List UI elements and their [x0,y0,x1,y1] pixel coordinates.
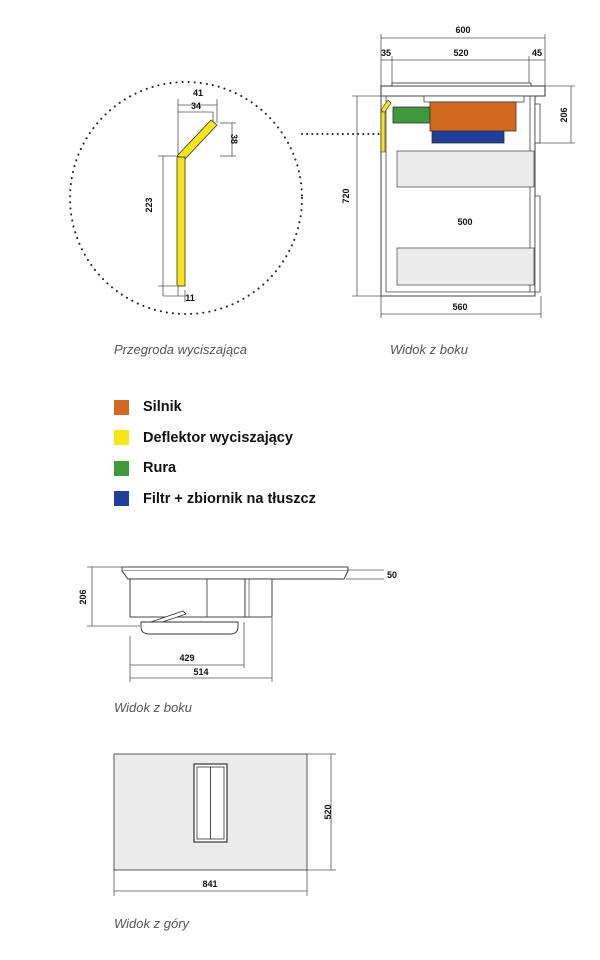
drawer-lower [397,248,534,285]
dim-600: 600 [455,25,471,35]
dim-34: 34 [190,101,202,111]
deflector-detail [70,82,384,314]
caption-przegroda: Przegroda wyciszająca [114,342,247,357]
detail-dotted-circle [70,82,302,314]
dim-38: 38 [229,133,239,145]
filter-grease-tank [432,131,504,143]
deflector-vertical-part [177,157,185,286]
dim-720: 720 [341,188,351,204]
legend-item-filtr [114,484,316,515]
dim-520-side: 520 [323,804,333,820]
legend-item-silnik [114,392,316,423]
legend-swatch [114,461,129,476]
dim-11: 11 [185,293,195,303]
hob-glass [392,83,531,86]
dim-514: 514 [193,667,209,677]
dim-45: 45 [531,48,543,58]
dim-35: 35 [380,48,392,58]
unit-body [130,579,245,617]
dim-223: 223 [144,197,154,213]
unit-side-view [78,567,397,682]
dim-206-right: 206 [559,107,569,123]
dim-500: 500 [457,217,473,227]
legend-swatch [114,400,129,415]
deflector-angled-part [177,120,217,159]
legend-label: Silnik [143,399,182,416]
deflector-small-vertical [381,112,385,152]
dim-50: 50 [386,570,398,580]
legend-label: Filtr + zbiornik na tłuszcz [143,490,316,507]
legend-label: Deflektor wyciszający [143,429,293,446]
legend-item-rura [114,453,316,484]
legend-label: Rura [143,460,177,477]
caption-widok-z-boku-2: Widok z boku [114,700,192,715]
unit-tray [141,622,238,634]
dim-520-top: 520 [453,48,469,58]
worktop [381,86,545,96]
motor-silnik [430,102,516,131]
dim-206-left: 206 [78,589,88,605]
dim-429: 429 [179,653,195,663]
dim-41: 41 [192,88,204,98]
legend-item-deflektor [114,423,316,454]
caption-widok-z-boku-1: Widok z boku [390,342,468,357]
caption-widok-z-gory: Widok z góry [114,916,190,931]
cabinet-side-view [341,25,575,318]
dim-560: 560 [452,302,468,312]
top-view [114,754,336,896]
dim-841: 841 [202,879,218,889]
drawer-upper [397,151,534,187]
legend-swatch [114,491,129,506]
hob-top-plate [122,567,348,571]
legend [114,392,316,514]
legend-swatch [114,430,129,445]
pipe-rura [393,107,430,123]
